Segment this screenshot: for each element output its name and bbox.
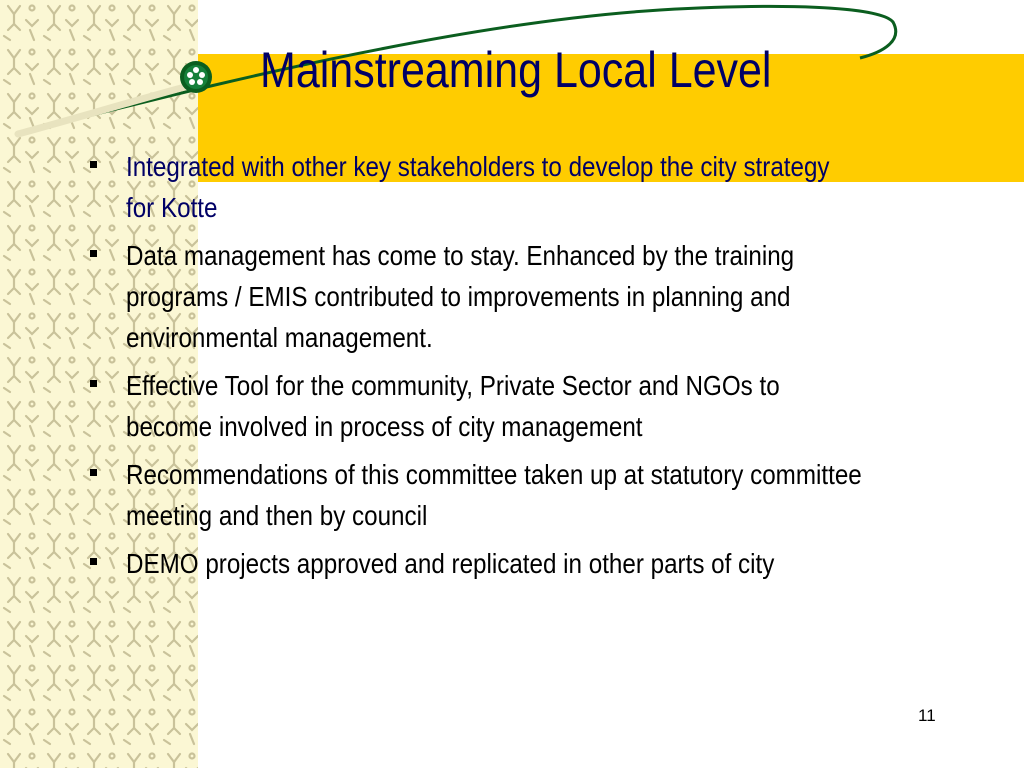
bullet-item: [84, 146, 964, 228]
bullet-text: DEMO projects approved and replicated in other parts of city: [126, 548, 775, 579]
square-bullet-icon: [90, 161, 97, 168]
square-bullet-icon: [90, 250, 97, 257]
bullet-list: [84, 146, 964, 591]
bullet-item: [84, 235, 964, 358]
square-bullet-icon: [90, 558, 97, 565]
bullet-text: Data management has come to stay. Enhanced by the training programs / EMIS contributed to improvements in planning and environmental management.: [126, 240, 795, 353]
bullet-text: Recommendations of this committee taken up at statutory committee meeting and then by council: [126, 459, 862, 531]
bullet-text: Effective Tool for the community, Private Sector and NGOs to become involved in process of city management: [126, 370, 780, 442]
square-bullet-icon: [90, 380, 97, 387]
bullet-item: [84, 543, 964, 584]
slide-title: Mainstreaming Local Level: [260, 42, 772, 98]
bullet-text: Integrated with other key stakeholders to develop the city strategy for Kotte: [126, 151, 830, 223]
page-number: 11: [918, 706, 936, 725]
bullet-item: [84, 365, 964, 447]
square-bullet-icon: [90, 469, 97, 476]
bullet-item: [84, 454, 964, 536]
